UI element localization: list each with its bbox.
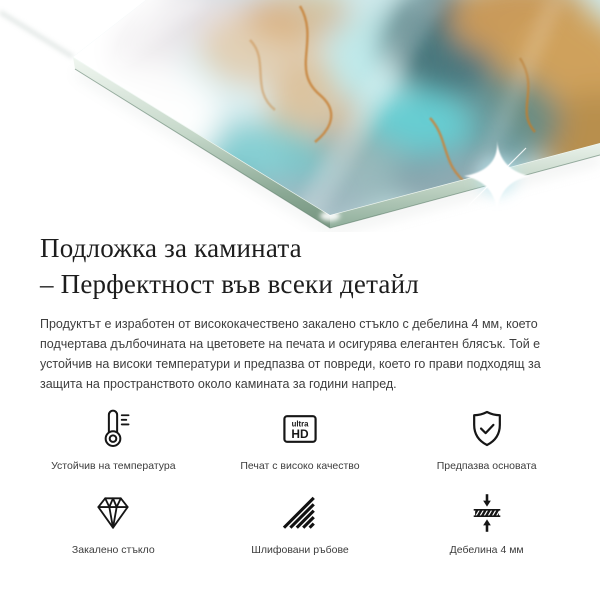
feature-label: Дебелина 4 мм <box>449 544 524 556</box>
feature-protects-base <box>393 405 580 472</box>
content-section <box>0 230 600 394</box>
feature-thickness <box>393 489 580 556</box>
ultra-hd-badge-bottom: HD <box>291 427 309 442</box>
feature-polished-edges <box>207 489 394 556</box>
feature-label: Шлифовани ръбове <box>251 544 349 556</box>
feature-label: Печат с високо качество <box>240 460 360 472</box>
ultra-hd-badge-top: ultra <box>291 419 309 429</box>
ultra-hd-icon <box>278 405 322 451</box>
shield-check-icon <box>465 405 509 451</box>
diamond-icon <box>91 489 135 535</box>
page-title <box>40 230 570 302</box>
feature-temperature <box>20 405 207 472</box>
product-description: Продуктът е изработен от висококачествено закалено стъкло с дебелина 4 мм, което подчертава дълбочината на цветовете на печата и осигурява елегантен блясък. Той е устойчив на високи температури и предпазва от повреди, което го прави подходящ за защита на пространството около камината за години напред. <box>40 317 541 391</box>
polished-edges-icon <box>278 489 322 535</box>
hero-section <box>0 0 600 232</box>
thermometer-icon <box>91 405 135 451</box>
feature-print-quality <box>207 405 394 472</box>
feature-label: Устойчив на температура <box>51 460 176 472</box>
features-grid <box>20 405 580 556</box>
feature-label: Предпазва основата <box>436 460 537 472</box>
thickness-icon <box>465 489 509 535</box>
page-title-line2: – Перфектност във всеки детайл <box>40 269 419 299</box>
feature-tempered-glass <box>20 489 207 556</box>
feature-label: Закалено стъкло <box>71 544 155 556</box>
edge-shadow-streak <box>0 12 73 57</box>
page-title-line1: Подложка за камината <box>40 233 302 263</box>
product-photo <box>0 0 600 232</box>
